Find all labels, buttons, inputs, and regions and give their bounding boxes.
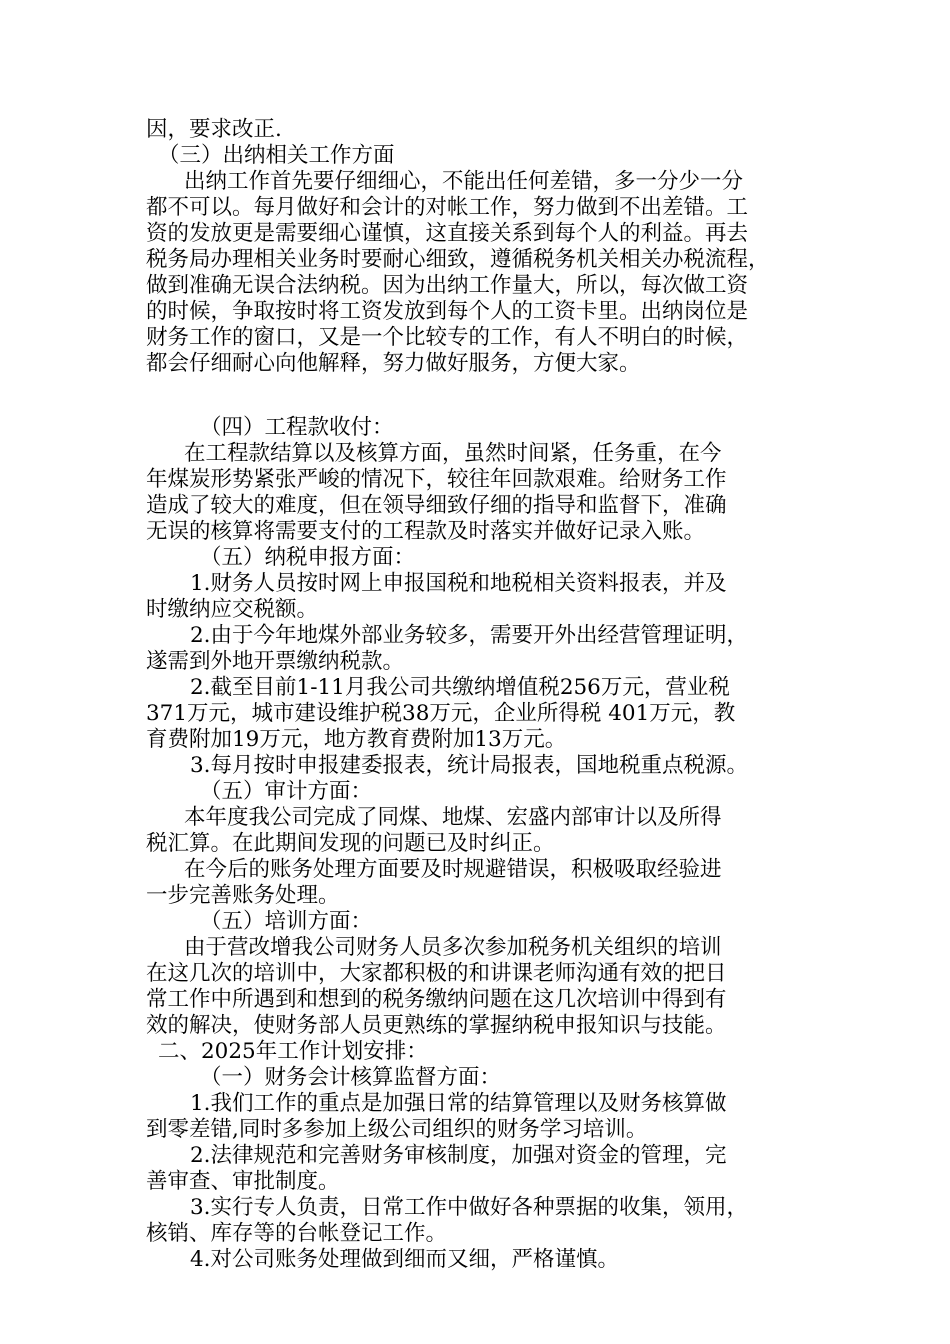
list-item: 到零差错,同时多参加上级公司组织的财务学习培训。 — [146, 1117, 648, 1142]
list-item: 3.实行专人负责，日常工作中做好各种票据的收集，领用， — [190, 1195, 749, 1220]
list-item: 2.由于今年地煤外部业务较多，需要开外出经营管理证明， — [190, 623, 749, 648]
paragraph-line: 资的发放更是需要细心谨慎，这直接关系到每个人的利益。再去 — [146, 221, 749, 246]
section-heading: （一）财务会计核算监督方面： — [200, 1065, 502, 1090]
list-item: 1.我们工作的重点是加强日常的结算管理以及财务核算做 — [190, 1091, 727, 1116]
list-item: 2.截至目前1-11月我公司共缴纳增值税256万元，营业税 — [190, 675, 730, 700]
paragraph-line: 都会仔细耐心向他解释，努力做好服务，方便大家。 — [146, 351, 641, 376]
text-line: 因，要求改正. — [146, 117, 282, 142]
paragraph-line: 税务局办理相关业务时要耐心细致，遵循税务机关相关办税流程， — [146, 247, 770, 272]
list-item: 核销、库存等的台帐登记工作。 — [146, 1221, 448, 1246]
list-item: 4.对公司账务处理做到细而又细，严格谨慎。 — [190, 1247, 620, 1272]
section-heading: （四）工程款收付： — [200, 415, 394, 440]
section-heading: （五）纳税申报方面： — [200, 545, 416, 570]
section-heading: （三）出纳相关工作方面 — [158, 143, 395, 168]
list-item: 时缴纳应交税额。 — [146, 597, 319, 622]
list-item: 371万元，城市建设维护税38万元，企业所得税 401万元，教 — [146, 701, 736, 726]
section-heading: （五）培训方面： — [200, 909, 373, 934]
paragraph-line: 在今后的账务处理方面要及时规避错误，积极吸取经验进 — [184, 857, 722, 882]
paragraph-line: 在这几次的培训中，大家都积极的和讲课老师沟通有效的把日 — [146, 961, 727, 986]
paragraph-line: 本年度我公司完成了同煤、地煤、宏盛内部审计以及所得 — [184, 805, 722, 830]
paragraph-line: 的时候，争取按时将工资发放到每个人的工资卡里。出纳岗位是 — [146, 299, 749, 324]
list-item: 2.法律规范和完善财务审核制度，加强对资金的管理，完 — [190, 1143, 727, 1168]
paragraph-line: 效的解决，使财务部人员更熟练的掌握纳税申报知识与技能。 — [146, 1013, 727, 1038]
list-item: 1.财务人员按时网上申报国税和地税相关资料报表，并及 — [190, 571, 727, 596]
paragraph-line: 税汇算。在此期间发现的问题已及时纠正。 — [146, 831, 555, 856]
document-body — [146, 117, 810, 1273]
paragraph-line: 在工程款结算以及核算方面，虽然时间紧，任务重，在今 — [184, 441, 722, 466]
paragraph-line: 一步完善账务处理。 — [146, 883, 340, 908]
list-item: 3.每月按时申报建委报表，统计局报表，国地税重点税源。 — [190, 753, 749, 778]
paragraph-line: 做到准确无误合法纳税。因为出纳工作量大，所以，每次做工资 — [146, 273, 749, 298]
paragraph-line: 无误的核算将需要支付的工程款及时落实并做好记录入账。 — [146, 519, 706, 544]
list-item: 遂需到外地开票缴纳税款。 — [146, 649, 405, 674]
paragraph-line: 财务工作的窗口，又是一个比较专的工作，有人不明白的时候， — [146, 325, 749, 350]
section-heading: （五）审计方面： — [200, 779, 373, 804]
paragraph-line: 造成了较大的难度，但在领导细致仔细的指导和监督下，准确 — [146, 493, 727, 518]
list-item: 善审查、审批制度。 — [146, 1169, 340, 1194]
paragraph-line: 出纳工作首先要仔细细心，不能出任何差错，多一分少一分 — [184, 169, 744, 194]
paragraph-line: 常工作中所遇到和想到的税务缴纳问题在这几次培训中得到有 — [146, 987, 727, 1012]
list-item: 育费附加19万元，地方教育费附加13万元。 — [146, 727, 567, 752]
paragraph-line: 都不可以。每月做好和会计的对帐工作，努力做到不出差错。工 — [146, 195, 749, 220]
section-heading: 二、2025年工作计划安排： — [158, 1039, 428, 1064]
blank-line — [146, 377, 810, 415]
paragraph-line: 由于营改增我公司财务人员多次参加税务机关组织的培训 — [184, 935, 722, 960]
paragraph-line: 年煤炭形势紧张严峻的情况下，较往年回款艰难。给财务工作 — [146, 467, 727, 492]
